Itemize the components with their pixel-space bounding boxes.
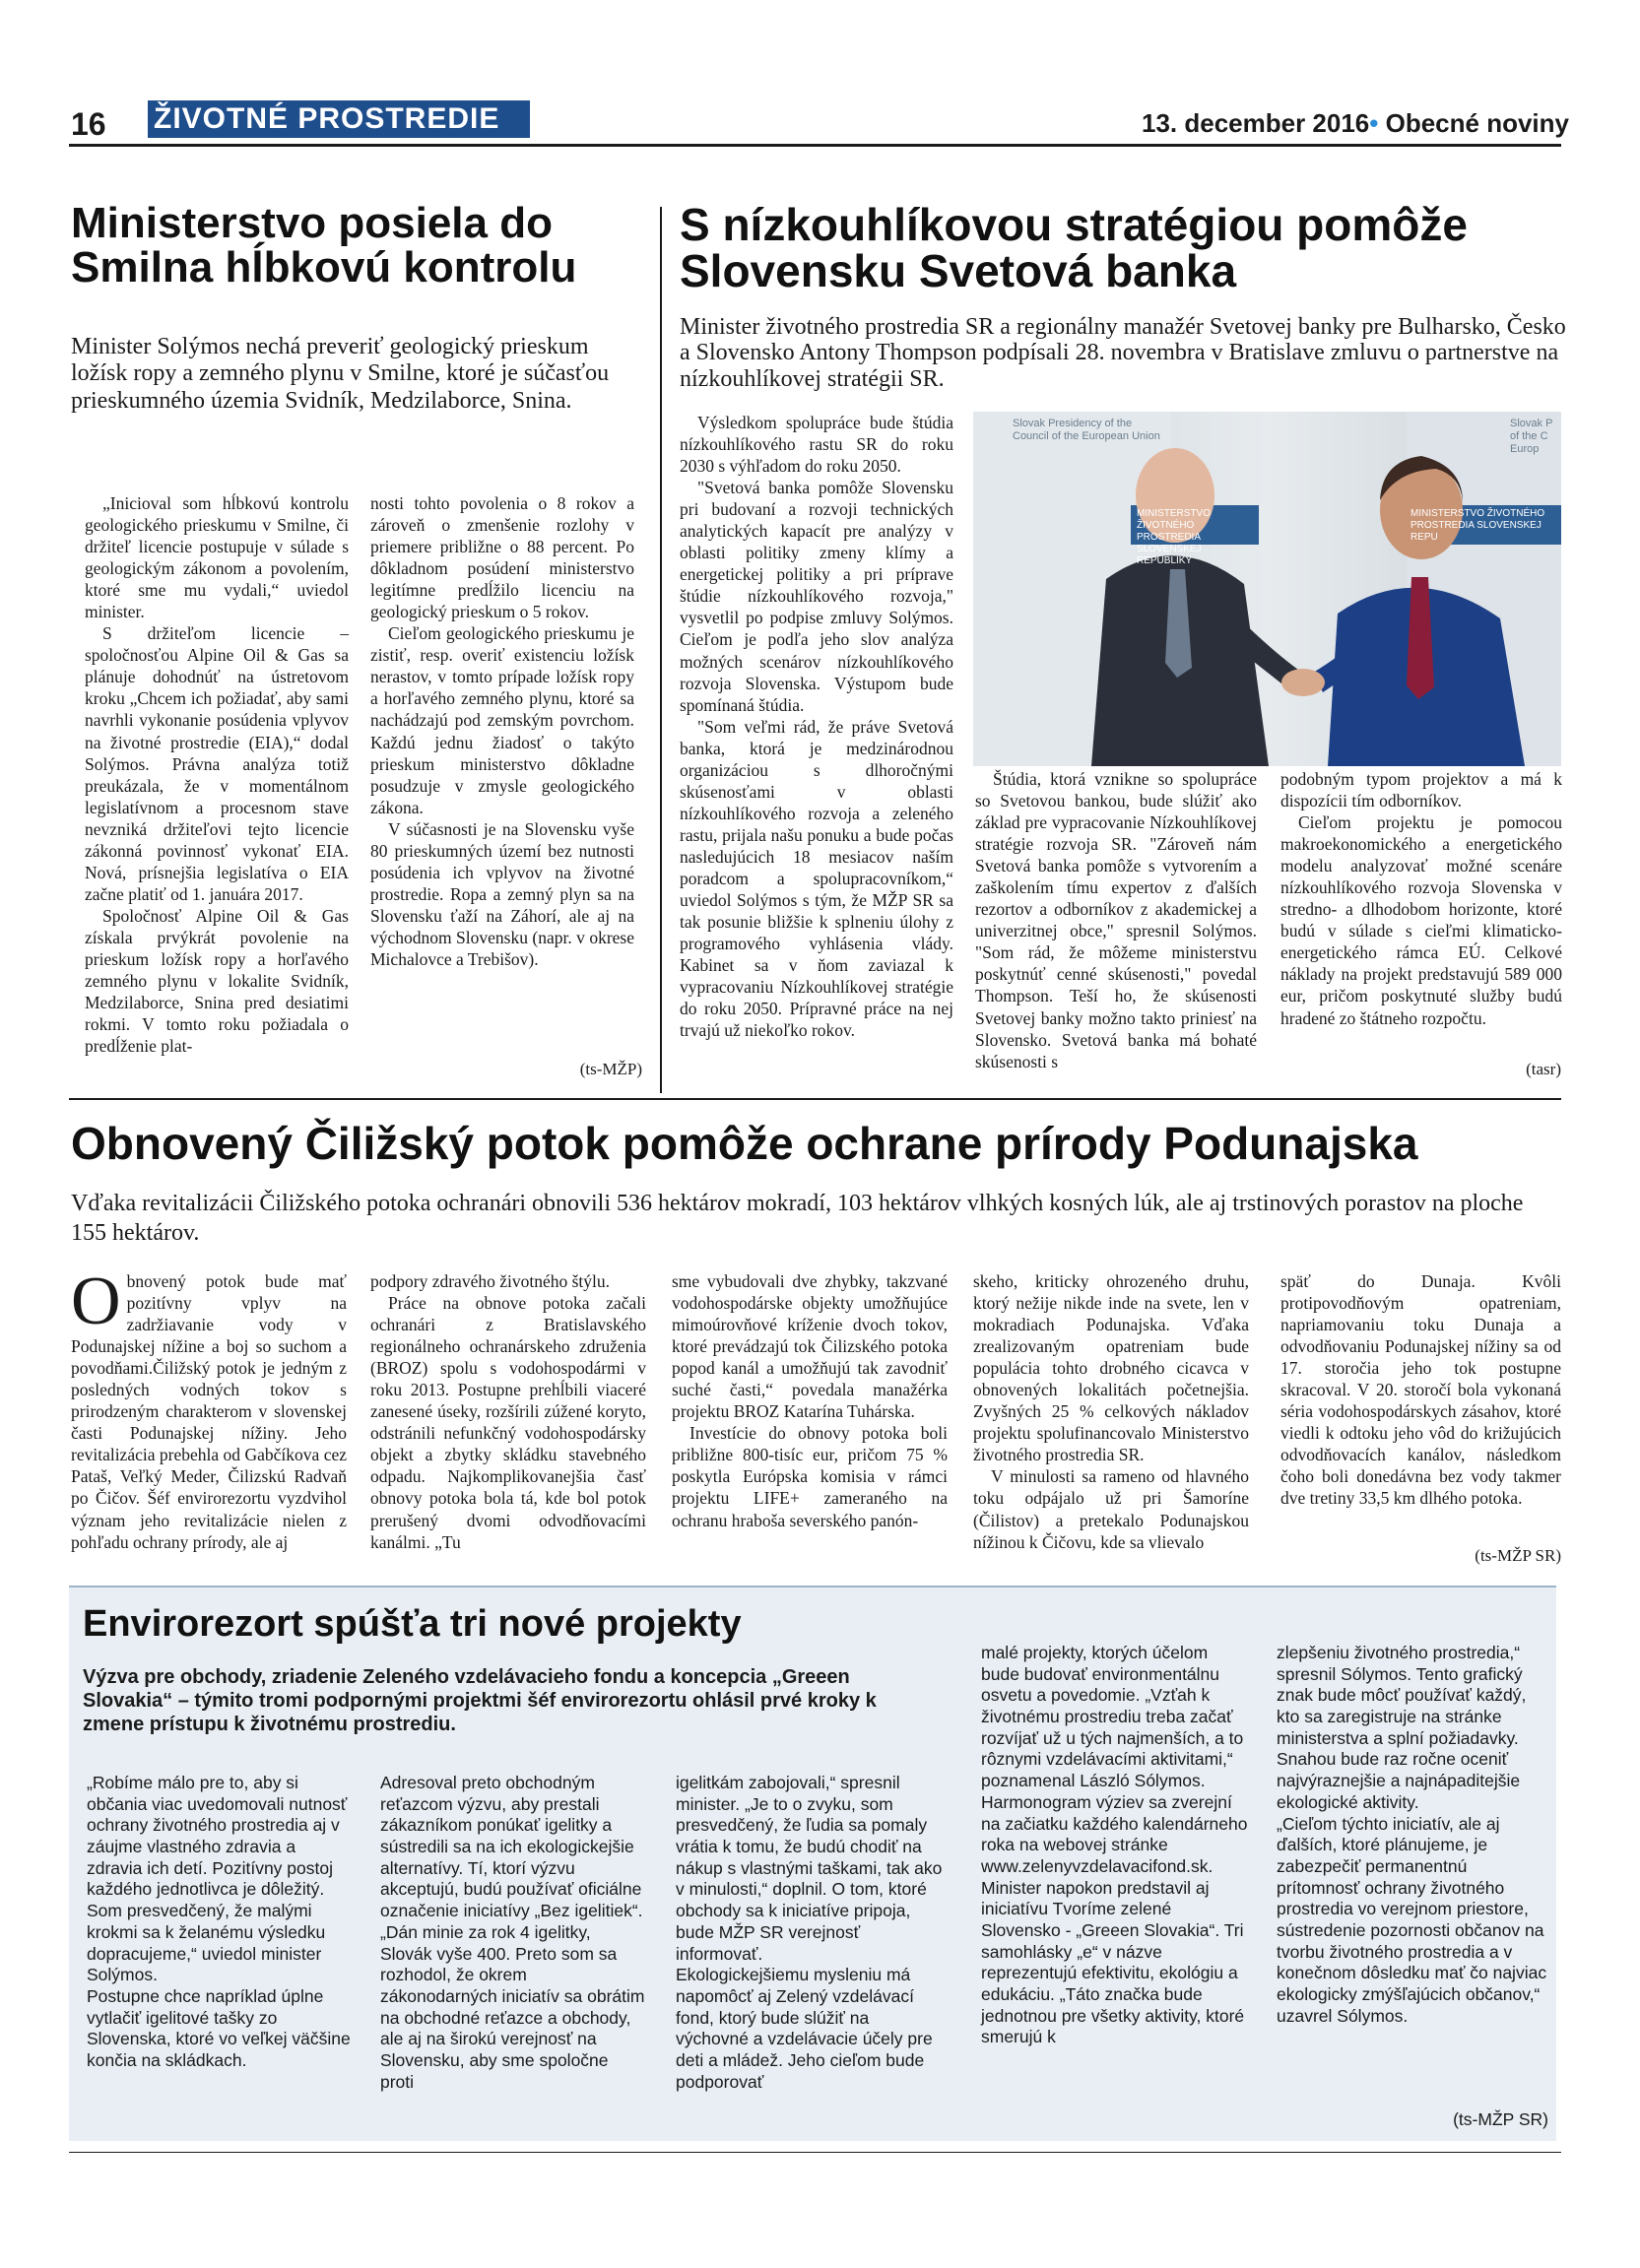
section-label: ŽIVOTNÉ PROSTREDIE [148,100,530,138]
paragraph: "Som veľmi rád, že práve Svetová banka, ktorá je medzinárodnou organizáciou s dlhoročnými skúsenosťami v oblasti nízkouhlíkového rozvoja a zeleného rastu, prijala našu ponuku a bude počas nasledujúcich 18 mesiacov naším poradcom a spolupracovníkom,“ uviedol Solýmos s tým, že MŽP SR sa tak posunie bližšie k splneniu úlohy z programového vyhlásenia vlády. Kabinet sa v ňom zaviazal k vypracovaniu Nízkouhlíkovej stratégie do roku 2050. Prípravné práce na nej trvajú už niekoľko rokov. [680,716,953,1041]
column-divider [660,207,662,1093]
article-potok-col5 [1280,1270,1561,1510]
article-worldbank-col1 [680,412,953,1041]
paragraph: „Inicioval som hĺbkovú kontrolu geologického prieskumu v Smilne, či držiteľ licencie postupuje v súlade s geologickým zákonom a povolením, ktoré sme mu vydali,“ uviedol minister. [85,493,349,622]
issue-date: 13. december 2016 [1141,108,1370,138]
article-potok-col1 [71,1264,347,1553]
paragraph: Investície do obnovy potoka boli približne 800-tisíc eur, pričom 75 % poskytla Európska komisia v rámci projektu LIFE+ zameraného na ochranu hraboša severského panón- [672,1423,948,1530]
article-projekty-col4 [981,1643,1249,2048]
article-worldbank-col3 [1280,768,1562,1029]
article-projekty-headline: Envirorezort spúšťa tri nové projekty [83,1603,742,1645]
article-worldbank-lead: Minister životného prostredia SR a regionálny manažér Svetovej banky pre Bulharsko, Česko a Slovensko Antony Thompson podpísali 28. novembra v Bratislave zmluvu o partnerstve na nízkouhlíkovej stratégii SR. [680,313,1566,392]
photo-sign-left-top: Slovak Presidency of the Council of the European Union [1013,418,1160,443]
photo-sign-right-main: MINISTERSTVO ŽIVOTNÉHO PROSTREDIA SLOVENSKEJ REPU [1410,508,1545,543]
article-worldbank-col2 [975,768,1257,1072]
article-projekty-col5 [1277,1643,1548,2027]
bottom-rule [69,2152,1561,2153]
article-potok-headline: Obnovený Čiližský potok pomôže ochrane prírody Podunajska [71,1118,1418,1169]
handshake-photo-illustration [973,412,1561,766]
paragraph: Cieľom geologického prieskumu je zistiť, resp. overiť existenciu ložísk nerastov, v tomto prípade ložísk ropy a horľavého zemného plynu, ktoré sa nachádzajú pod zemským povrchom. Každú jednu žiadosť o takýto prieskum ministerstvo dôkladne posudzuje v zmysle geologického zákona. [370,623,634,817]
paragraph: malé projekty, ktorých účelom bude budovať environmentálnu osvetu a povedomie. „Vzťah k životnému prostrediu treba začať rozvíjať už u tých najmenších, a to rôznymi vzdelávacími aktivitami,“ poznamenal László Sólymos. Harmonogram výziev sa zverejní na začiatku každého kalendárneho roka na webovej stránke www.zelenyvzdelavacifond.sk. [981,1643,1248,1876]
paragraph: podpory zdravého životného štýlu. [370,1271,611,1291]
paragraph: Spoločnosť Alpine Oil & Gas získala prvýkrát povolenie na prieskum ložísk ropy a horľavého zemného plynu v lokalite Svidník, Medzilaborce, Snina pred desiatimi rokmi. V tomto roku požiadala o predĺženie plat- [85,905,349,1057]
paragraph: skeho, kriticky ohrozeného druhu, ktorý nežije nikde inde na svete, len v mokradiach Podunajska. Vďaka zrealizovaným opatreniam bude populácia tohto drobného cicavca v obnovených lokalitách početnejšia. Zvyšných 25 % celkových nákladov projektu spolufinancovalo Ministerstvo životného prostredia SR. [973,1271,1249,1465]
issue-info [1142,108,1569,139]
paragraph: V minulosti sa rameno od hlavného toku odpájalo už pri Šamoríne (Čilistov) a pretekalo Podunajskou nížinou k Čičovu, kde sa vlievalo [973,1466,1249,1552]
article-projekty-col3 [676,1773,944,2093]
paragraph: Práce na obnove potoka začali ochranári z Bratislavského regionálneho ochranárskeho združenia (BROZ) spolu s vodohospodármi v roku 2013. Postupne prehĺbili viaceré zanesené úseky, rozšírili zúžené koryto, odstránili nefunkčný vodohospodársky objekt a zbytky skládku stavebného odpadu. Najkomplikovanejšia časť obnovy potoka bola tá, kde bol potok prerušený dvomi odvodňovacími kanálmi. „Tu [370,1293,646,1552]
article-potok-source: (ts-MŽP SR) [1475,1546,1561,1565]
paragraph: Postupne chce napríklad úplne vytlačiť igelitové tašky zo Slovenska, ktoré vo veľkej väčšine končia na skládkach. [87,1985,351,2070]
paragraph: sme vybudovali dve zhybky, takzvané vodohospodárske objekty umožňujúce mimoúrovňové kríženie dvoch tokov, ktoré prevádzajú tok Čilizského potoka popod kanál a umožňujú tak zavodniť suché časti,“ povedala manažérka projektu BROZ Katarína Tuhárska. [672,1271,948,1422]
paragraph: „Cieľom týchto iniciatív, ale aj ďalších, ktoré plánujeme, je zabezpečiť permanentnú prítomnosť ochrany životného prostredia vo verejnom priestore, sústredenie pozornosti občanov na tvorbu životného prostredia a v konečnom dôsledku mať čo najviac ekologicky zmýšľajúcich občanov,“ uzavrel Sólymos. [1277,1813,1547,2026]
article-smilno-col1 [85,492,349,1057]
article-potok-col3 [672,1270,948,1531]
page-number: 16 [71,106,106,142]
photo-sign-left-main: MINISTERSTVO ŽIVOTNÉHO PROSTREDIA SLOVENSKEJ REPUBLIKY [1137,508,1212,566]
paragraph: Adresoval preto obchodným reťazcom výzvu, aby prestali zákazníkom ponúkať igelitky a sústredili sa na ich ekologickejšie alternatívy. Tí, ktorí výzvu akceptujú, budú používať oficiálne označenie iniciatívy „Bez igelitiek“. „Dán minie za rok 4 igelitky, Slovák vyše 400. Preto som sa rozhodol, že okrem zákonodarných iniciatív sa obrátim na obchodné reťazce a obchody, ale aj na širokú verejnosť na Slovensku, aby sme spoločne proti [380,1773,645,2092]
article-projekty-lead: Výzva pre obchody, zriadenie Zeleného vzdelávacieho fondu a koncepcia „Greeen Slovakia“ – týmito tromi podpornými projektmi šéf envirorezortu ohlásil prvé kroky k zmene prístupu k životnému prostrediu. [83,1666,877,1735]
paragraph: "Svetová banka pomôže Slovensku pri budovaní a rozvoji technických analytických kapacít pre analýzy v oblasti politiky zmeny klímy a energetickej politiky a pri príprave štúdie nízkouhlíkového rozvoja," vysvetlil po podpise zmluvy Solýmos. Cieľom je podľa jeho slov analýza možných scenárov nízkouhlíkového rozvoja Slovenska. Výstupom bude spomínaná štúdia. [680,478,953,715]
paragraph: späť do Dunaja. Kvôli protipovodňovým opatreniam, napriamovaniu toku Dunaja a odvodňovaniu Podunajskej nížiny sa od 17. storočia jeho tok postupne skracoval. V 20. storočí bola vykonaná séria vodohospodárskych zásahov, ktoré viedli k odtoku jeho vôd do križujúcich odvodňovacích kanálov, následkom čoho boli donedávna bez vody takmer dve tretiny 33,5 km dlhého potoka. [1280,1271,1561,1509]
handshake-photo [973,412,1561,766]
photo-sign-right-top: Slovak P of the C Europ [1510,418,1553,456]
paragraph: S držiteľom licencie – spoločnosťou Alpine Oil & Gas sa plánuje dohodnúť na ústretovom kroku „Chcem ich požiadať, aby sami navrhli vykonanie posúdenia vplyvov na životné prostredie (EIA),“ dodal Solýmos. Právna analýza totiž preukázala, že v momentálnom legislatívnom a procesnom stave nevzniká držiteľovi tejto licencie zákonná povinnosť vykonať EIA. Nová, prísnejšia legislatíva o EIA začne platiť od 1. januára 2017. [85,623,349,904]
paragraph: nosti tohto povolenia o 8 rokov a zároveň o zmenšenie rozlohy v priemere približne o 88 percent. Po dôkladnom posúdení ministerstvo legitímne predĺžilo licenciu na geologický prieskum o 5 rokov. [370,493,634,622]
article-smilno-source: (ts-MŽP) [579,1060,642,1078]
paragraph: Štúdia, ktorá vznikne so spoluprácе so Svetovou bankou, bude slúžiť ako základ pre vypracovanie Nízkouhlíkovej stratégie rozvoja SR. "Zároveň nám Svetová banka pomôže s vytvorením a zaškolením tímu expertov z ďalších rezortov a odborníkov z akademickej a univerzitnej obce," spresnil Solýmos. "Som rád, že môžeme ministerstvu poskytnúť cenné skúsenosti," povedal Thompson. Teší ho, že skúsenosti Svetovej banky možno takto priniesť na Slovensko. Svetová banka má bohaté skúsenosti s [975,769,1257,1071]
article-potok [71,1118,1563,1248]
paragraph: Minister napokon predstavil aj iniciatívu Tvoríme zelené Slovensko - „Greeen Slovakia“. Tri samohlásky „e“ v názve reprezentujú efektivitu, ekológiu a edukáciu. „Táto značka bude jednotnou pre všetky aktivity, ktoré smerujú k [981,1877,1245,2047]
article-projekty-col1 [87,1773,353,2072]
paragraph: Ekologickejšiemu mysleniu má napomôcť aj Zelený vzdelávací fond, ktorý bude slúžiť na výchovné a vzdelávacie účely pre deti a mládež. Jeho cieľom bude podporovať [676,1965,933,2092]
drop-cap: O [71,1264,121,1339]
article-worldbank [680,199,1566,392]
article-projekty [83,1603,950,1736]
paragraph: igelitkám zabojovali,“ spresnil minister. „Je to o zvyku, som presvedčený, že ľudia sa pomaly vrátia k tomu, že budú chodiť na nákup s vlastnými taškami, tak ako v minulosti,“ doplnil. O tom, ktoré obchody sa k iniciatíve pripoja, bude MŽP SR verejnosť informovať. [676,1773,943,1964]
paragraph: Výsledkom spolupráce bude štúdia nízkouhlíkového rastu SR do roku 2030 s výhľadom do roku 2050. [680,413,953,477]
article-smilno-lead: Minister Solýmos nechá preveriť geologický prieskum ložísk ropy a zemného plynu v Smilne, ktoré je súčasťou prieskumného územia Svidník, Medzilaborce, Snina. [71,333,610,414]
article-projekty-col2 [380,1773,646,2093]
paragraph: podobným typom projektov a má k dispozícii tím odborníkov. [1280,769,1562,811]
paragraph: bnovený potok bude mať pozitívny vplyv na zadržiavanie vody v Podunajskej nížine a boj so suchom a povodňami.Čiližský potok je jedným z posledných vodných tokov s prirodzeným charakterom v slovenskej časti Podunajskej nížiny. Jeho revitalizácia prebehla od Gabčíkova cez Pataš, Veľký Meder, Čilizskú Radvaň po Čičov. Šéf envirorezortu vyzdvihol význam jeho revitalizácie nielen z pohľadu ochrany prírody, ale aj [71,1271,347,1552]
bullet-icon: • [1369,108,1379,138]
paragraph: „Robíme málo pre to, aby si občania viac uvedomovali nutnosť ochrany životného prostredia aj v záujme vlastného zdravia a zdravia ich detí. Pozitívny postoj každého jednotlivca je dôležitý. Som presvedčený, že malými krokmi sa k želanému výsledku dopracujeme,“ uviedol minister Solýmos. [87,1773,348,1985]
paragraph: zlepšeniu životného prostredia,“ spresnil Sólymos. Tento grafický znak bude môcť používať každý, kto sa zaregistruje na stránke ministerstva a splní požiadavky. Snahou bude raz ročne oceniť najvýraznejšie a najnápaditejšie ekologické aktivity. [1277,1643,1527,1812]
article-smilno-col2 [370,492,634,970]
header-rule [69,144,1561,147]
paragraph: Cieľom projektu je pomocou makroekonomického a energetického modelu analyzovať možné scenáre nízkouhlíkového rozvoja Slovenska v stredno- a dlhodobom horizonte, ktoré budú v súlade s cieľmi klimaticko-energetického rámca EÚ. Celkové náklady na projekt predstavujú 589 000 eur, pričom poskytnuté služby budú hradené zo štátneho rozpočtu. [1280,812,1562,1028]
article-smilno [71,199,637,416]
paragraph: V súčasnosti je na Slovensku vyše 80 prieskumných území bez nutnosti posúdenia ich vplyvov na životné prostredie. Ropa a zemný plyn sa na Slovensku ťaží na Záhorí, ale aj na východnom Slovensku (napr. v okrese Michalovce a Trebišov). [370,818,634,969]
article-potok-col2 [370,1270,646,1553]
article-worldbank-headline: S nízkouhlíkovou stratégiou pomôže Slovensku Svetová banka [680,199,1468,296]
publication-name: Obecné noviny [1385,108,1569,138]
article-potok-col4 [973,1270,1249,1553]
article-projekty-source: (ts-MŽP SR) [1453,2109,1548,2129]
article-worldbank-source: (tasr) [1526,1060,1561,1078]
article-smilno-headline: Ministerstvo posiela do Smilna hĺbkovú kontrolu [71,199,577,292]
section-rule [69,1098,1561,1100]
article-potok-lead: Vďaka revitalizácii Čiližského potoka ochranári obnovili 536 hektárov mokradí, 103 hektárov vlhkých kosných lúk, ale aj trstinových porastov na ploche 155 hektárov. [71,1190,1524,1246]
